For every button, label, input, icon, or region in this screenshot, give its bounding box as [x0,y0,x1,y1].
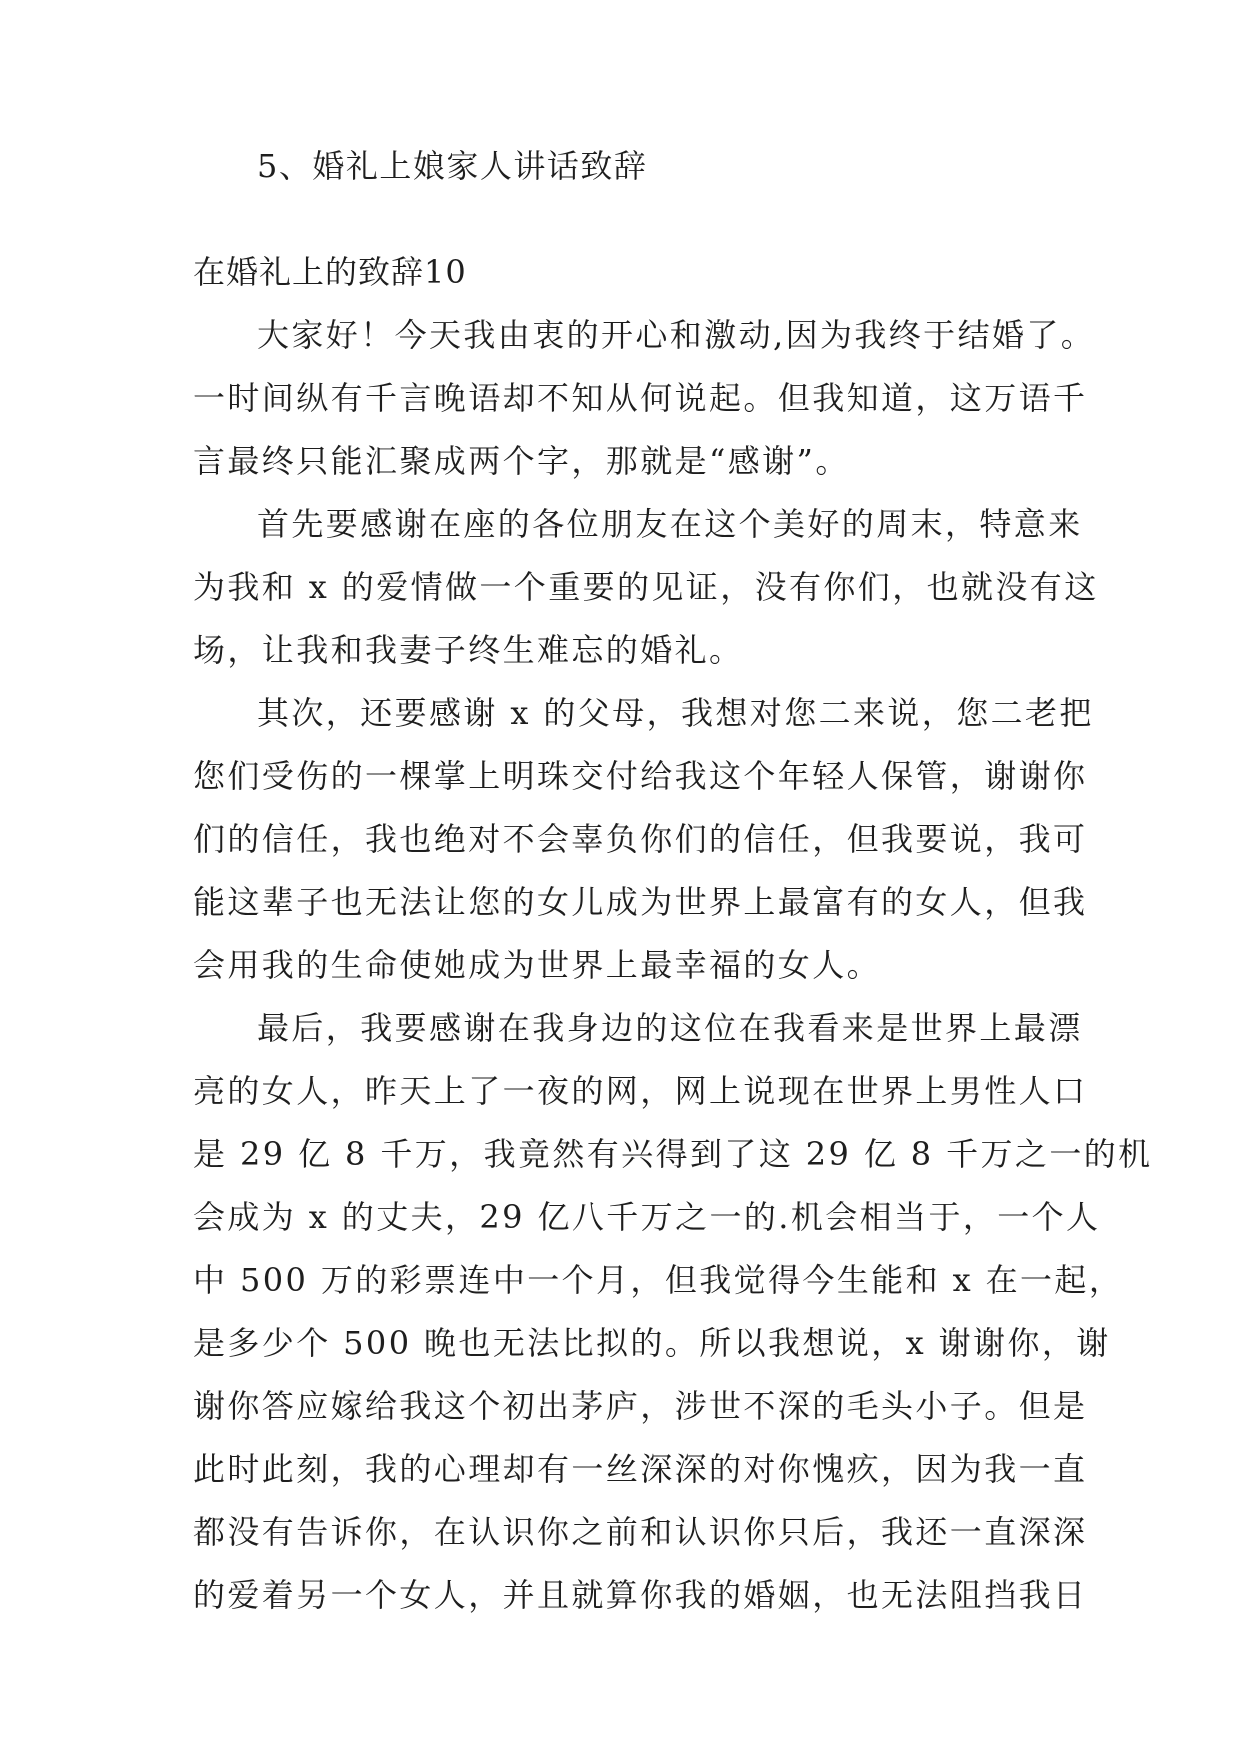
paragraph-1-line-2: 一时间纵有千言晚语却不知从何说起。但我知道，这万语千 [193,379,1088,417]
paragraph-4-line-7: 谢你答应嫁给我这个初出茅庐，涉世不深的毛头小子。但是 [193,1387,1088,1425]
section-title: 在婚礼上的致辞10 [193,253,467,291]
paragraph-1-line-3: 言最终只能汇聚成两个字，那就是“感谢”。 [193,442,850,480]
paragraph-1-line-1: 大家好！今天我由衷的开心和激动,因为我终于结婚了。 [257,316,1096,354]
paragraph-4-line-5: 中 500 万的彩票连中一个月，但我觉得今生能和 x 在一起， [193,1261,1124,1299]
paragraph-4-line-2: 亮的女人，昨天上了一夜的网，网上说现在世界上男性人口 [193,1072,1088,1110]
paragraph-2-line-1: 首先要感谢在座的各位朋友在这个美好的周末，特意来 [257,505,1083,543]
paragraph-3-line-5: 会用我的生命使她成为世界上最幸福的女人。 [193,946,882,984]
paragraph-2-line-2: 为我和 x 的爱情做一个重要的见证，没有你们，也就没有这 [193,568,1099,606]
paragraph-4-line-9: 都没有告诉你，在认识你之前和认识你只后，我还一直深深 [193,1513,1088,1551]
paragraph-4-line-6: 是多少个 500 晚也无法比拟的。所以我想说，x 谢谢你，谢 [193,1324,1111,1362]
paragraph-4-line-10: 的爱着另一个女人，并且就算你我的婚姻，也无法阻挡我日 [193,1576,1088,1614]
paragraph-2-line-3: 场，让我和我妻子终生难忘的婚礼。 [193,631,744,669]
paragraph-4-line-8: 此时此刻，我的心理却有一丝深深的对你愧疚，因为我一直 [193,1450,1088,1488]
paragraph-4-line-4: 会成为 x 的丈夫，29 亿八千万之一的.机会相当于，一个人 [193,1198,1101,1236]
paragraph-3-line-1: 其次，还要感谢 x 的父母，我想对您二来说，您二老把 [257,694,1094,732]
paragraph-4-line-1: 最后，我要感谢在我身边的这位在我看来是世界上最漂 [257,1009,1083,1047]
item-heading: 5、婚礼上娘家人讲话致辞 [257,147,648,185]
paragraph-4-line-3: 是 29 亿 8 千万，我竟然有兴得到了这 29 亿 8 千万之一的机 [193,1135,1153,1173]
paragraph-3-line-3: 们的信任，我也绝对不会辜负你们的信任，但我要说，我可 [193,820,1088,858]
paragraph-3-line-2: 您们受伤的一棵掌上明珠交付给我这个年轻人保管，谢谢你 [193,757,1088,795]
paragraph-3-line-4: 能这辈子也无法让您的女儿成为世界上最富有的女人，但我 [193,883,1088,921]
